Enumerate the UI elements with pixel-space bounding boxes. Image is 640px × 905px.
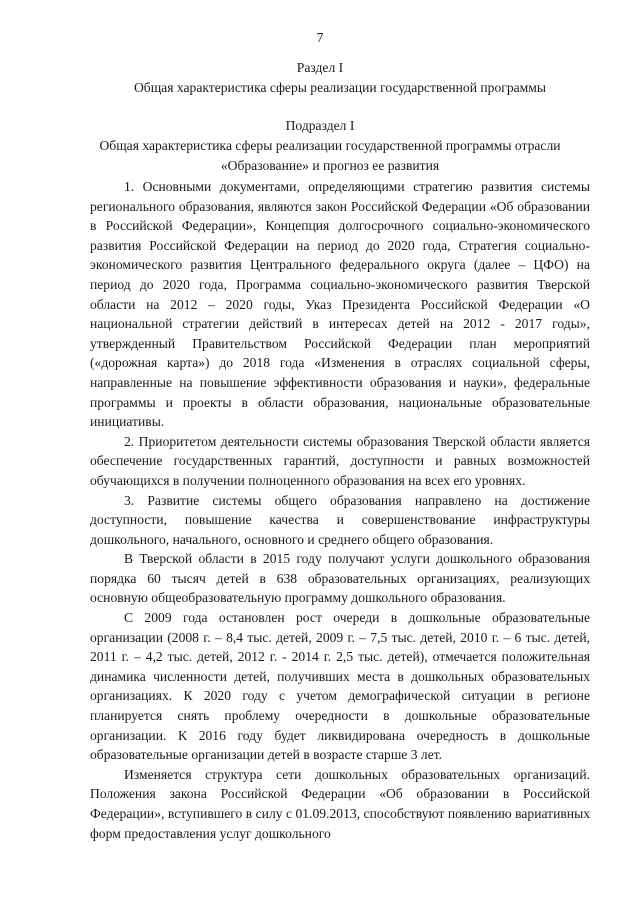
section-subtitle: Общая характеристика сферы реализации государственной программы: [133, 80, 546, 95]
paragraph-main-documents: 1. Основными документами, определяющими стратегию развития системы регионального образования, являются закон Российской Федерации «Об образовании в Российской Федерации», Концепция долгосрочного социально-экономического развития Российской Федерации на период до 2020 года, Стратегия социально-экономического развития Центрального федерального округа (далее – ЦФО) на период до 2020 года, Программа социально-экономического развития Тверской области на 2012 – 2020 годы, Указ Президента Российской Федерации «О национальной стратегии действий в интересах детей на 2012 - 2017 годы», утвержденный Правительством Российской Федерации план мероприятий («дорожная карта») до 2018 года «Изменения в отраслях социальной сферы, направленные на повышение эффективности образования и науки», федеральные программы и проекты в области образования, национальные образовательные инициативы.: [90, 179, 590, 430]
paragraph-queue: С 2009 года остановлен рост очереди в дошкольные образовательные организации (2008 г. – 8,4 тыс. детей, 2009 г. – 7,5 тыс. детей, 2010 г. – 6 тыс. детей, 2011 г. – 4,2 тыс. детей, 2012 г. - 2014 г. 2,5 тыс. детей), отмечается положительная динамика численности детей, получивших места в дошкольных образовательных организациях. К 2020 году с учетом демографической ситуации в регионе планируется снять проблему очередности в дошкольные образовательные организации. К 2016 году будет ликвидирована очередность в дошкольные образовательные организации детей в возрасте старше 3 лет.: [90, 610, 590, 763]
paragraph-preschool-2015: В Тверской области в 2015 году получают услуги дошкольного образования порядка 60 тысяч детей в 638 образовательных организациях, реализующих основную общеобразовательную программу дошкольного образования.: [90, 551, 590, 606]
paragraph-priority: 2. Приоритетом деятельности системы образования Тверской области является обеспечение государственных гарантий, доступности и равных возможностей обучающихся в получении полноценного образования на всех его уровнях.: [90, 433, 590, 488]
paragraph-network-structure: Изменяется структура сети дошкольных образовательных организаций. Положения закона Российской Федерации «Об образовании в Российской Федерации», вступившего в силу с 01.09.2013, способствуют появлению вариативных форм предоставления услуг дошкольного: [90, 766, 590, 841]
section-title: Раздел I: [296, 60, 344, 75]
subsection-subtitle: Общая характеристика сферы реализации государственной программы отрасли «Образование» и прогноз ее развития: [99, 138, 561, 173]
page-number: 7: [316, 30, 324, 45]
paragraph-general-education: 3. Развитие системы общего образования направлено на достижение доступности, повышение качества и совершенствование инфраструктуры дошкольного, начального, основного и среднего общего образования.: [90, 492, 590, 547]
subsection-title: Подраздел I: [285, 118, 355, 133]
document-body: [90, 177, 590, 843]
